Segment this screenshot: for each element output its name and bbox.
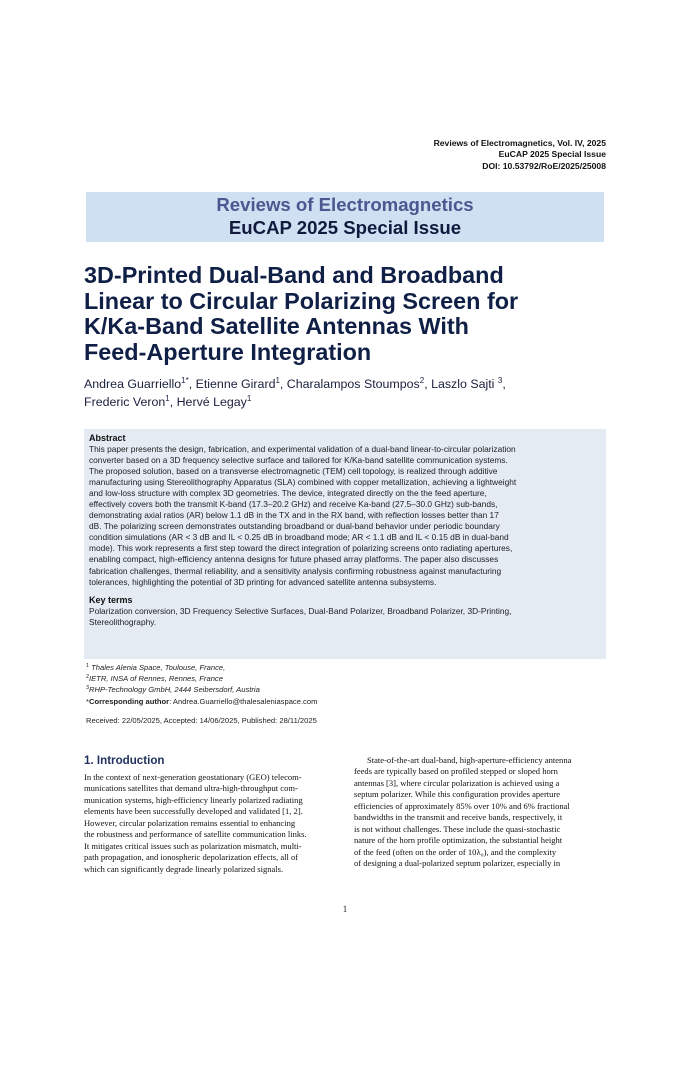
abstract-line: enabling compact, high-efficiency antenna designs for future phased array platforms. The paper also discusses	[89, 554, 499, 565]
affiliation-mark: 2	[86, 674, 89, 681]
key-terms-line: Polarization conversion, 3D Frequency Selective Surfaces, Dual-Band Polarizer, Broadband Polarizer, 3D-Printing,	[89, 605, 512, 616]
abstract-box	[84, 429, 606, 659]
body-line: antennas [3], where circular polarization is achieved using a	[354, 777, 560, 788]
abstract-line: mode). This work represents a first step toward the direct integration of polarizing screens onto radiating apertures,	[89, 543, 513, 554]
journal-volume-line: Reviews of Electromagnetics, Vol. IV, 2025	[433, 138, 606, 148]
banner-issue-name: EuCAP 2025 Special Issue	[228, 217, 462, 238]
body-line: efficiencies of approximately 85% over 10% and 6% fractional	[354, 800, 570, 811]
author-affiliation-mark: 2	[419, 376, 425, 385]
special-issue-line: EuCAP 2025 Special Issue	[498, 149, 606, 160]
title-line: K/Ka-Band Satellite Antennas With	[84, 313, 469, 340]
body-line: In the context of next-generation geostationary (GEO) telecom-	[84, 772, 302, 782]
abstract-line: and low-loss structure with complex 3D geometries. The device, integrated directly on the the feed aperture,	[89, 488, 487, 499]
author-line-2	[84, 394, 624, 412]
banner-journal-name: Reviews of Electromagnetics	[216, 194, 474, 215]
abstract-text	[89, 444, 601, 588]
affiliation-1	[86, 662, 317, 673]
affiliation-text: IETR, INSA of Rennes, Rennes, France	[89, 674, 223, 684]
corresponding-author: *Corresponding author: Andrea.Guarriello@thalesaleniaspace.com	[86, 696, 318, 706]
body-line: nature of the horn profile optimization, the substantial height	[354, 835, 563, 846]
author-line-1	[84, 376, 624, 394]
body-line: elements have been successfully developed and validated [1, 2].	[84, 806, 303, 817]
author-name: , Hervé Legay	[169, 394, 247, 409]
body-line: of the feed (often on the order of 10λ₀), and the complexity	[354, 846, 557, 857]
journal-banner	[86, 192, 604, 242]
paper-title	[84, 263, 614, 365]
affiliation-2	[86, 673, 317, 684]
affiliation-mark: 1	[86, 663, 89, 669]
abstract-line: effectively covers both the transmit K-band (17.3–20.2 GHz) and receive Ka-band (27.5–30.0 GHz) sub-bands,	[89, 499, 498, 510]
abstract-line: tolerances, highlighting the potential of 3D printing for advanced satellite antenna subsystems.	[89, 576, 437, 587]
body-line: is not without challenges. These include the quasi-stochastic	[354, 823, 561, 834]
body-line: feeds are typically based on profiled stepped or sloped horn	[354, 766, 558, 777]
author-name: Frederic Veron	[84, 394, 166, 409]
affiliations	[86, 662, 317, 707]
page-number: 1	[342, 904, 348, 914]
author-list	[84, 376, 624, 411]
affiliation-mark: 3	[86, 685, 89, 692]
title-line: Linear to Circular Polarizing Screen for	[84, 287, 519, 314]
abstract-line: demonstrating axial ratios (AR) below 1.1 dB in the TX and in the RX band, with reflection losses better than 17	[89, 510, 499, 521]
abstract-line: converter based on a 3D frequency selective surface and tailored for K/Ka-band satellite communication systems.	[89, 455, 508, 466]
body-line: State-of-the-art dual-band, high-aperture-efficiency antenna	[367, 755, 572, 765]
author-separator: ,	[502, 377, 506, 391]
body-line: the robustness and performance of satellite communication links.	[84, 829, 307, 840]
author-affiliation-mark: 1	[246, 393, 252, 403]
author-affiliation-mark: 1	[275, 376, 280, 385]
author-name: Andrea Guarriello	[84, 377, 182, 391]
publication-dates: Received: 22/05/2025, Accepted: 14/06/2025, Published: 28/11/2025	[86, 716, 317, 725]
author-name: , Charalampos Stoumpos	[279, 377, 420, 391]
author-affiliation-mark: 3	[497, 376, 503, 385]
author-name: , Etienne Girard	[188, 377, 276, 391]
key-terms-heading: Key terms	[89, 594, 133, 605]
introduction-heading: 1. Introduction	[84, 754, 165, 767]
intro-right-column	[354, 755, 610, 870]
affiliation-3	[86, 684, 317, 695]
abstract-heading: Abstract	[89, 433, 126, 443]
body-line: However, circular polarization remains essential to enhancing	[84, 817, 296, 828]
abstract-line: dB. The polarizing screen demonstrates outstanding broadband or dual-band behavior under periodic boundary	[89, 521, 500, 532]
title-line: Feed-Aperture Integration	[84, 338, 372, 365]
author-affiliation-mark: 1*	[181, 376, 189, 385]
key-terms-line: Stereolithography.	[89, 616, 157, 627]
body-line: munications satellites that demand ultra-high-throughput com-	[84, 783, 298, 794]
doi-line: DOI: 10.53792/RoE/2025/25008	[482, 160, 606, 171]
body-line: which can significantly degrade linearly polarized signals.	[84, 863, 284, 874]
author-affiliation-mark: 1	[165, 393, 170, 403]
abstract-line: This paper presents the design, fabrication, and experimental validation of a dual-band linear-to-circular polarization	[89, 444, 516, 454]
intro-left-column	[84, 772, 344, 875]
affiliation-text: Thales Alenia Space, Toulouse, France,	[91, 663, 226, 672]
corresponding-author-email[interactable]: : Andrea.Guarriello@thalesaleniaspace.com	[169, 696, 318, 706]
body-line: It mitigates critical issues such as polarization mismatch, multi-	[84, 840, 302, 851]
body-line: munication systems, high-efficiency linearly polarized radiating	[84, 794, 303, 805]
abstract-line: fabrication challenges, thermal reliability, and a sensitivity analysis confirming robustness against manufacturing	[89, 565, 502, 576]
header-meta	[434, 138, 606, 172]
body-line: bandwidths in the transmit and receive bands, respectively, it	[354, 812, 563, 823]
author-name: , Laszlo Sajti	[424, 377, 498, 391]
body-line: septum polarizer. While this configuration provides aperture	[354, 789, 561, 800]
corresponding-author-label: Corresponding author	[88, 696, 170, 706]
abstract-line: The proposed solution, based on a transverse electromagnetic (TEM) cell topology, is realized through additive	[89, 466, 498, 477]
title-line: 3D-Printed Dual-Band and Broadband	[84, 262, 504, 288]
abstract-line: condition simulations (AR < 3 dB and IL < 0.25 dB in broadband mode; AR < 1.1 dB and IL < 0.15 dB in dual-band	[89, 532, 509, 543]
affiliation-text: RHP-Technology GmbH, 2444 Seibersdorf, Austria	[89, 685, 260, 695]
abstract-line: manufacturing using Stereolithography Apparatus (SLA) combined with copper metallization, achieving a lightweight	[89, 477, 517, 488]
body-line: path propagation, and ionospheric depolarization effects, all of	[84, 852, 299, 863]
key-terms-text	[89, 606, 601, 628]
body-line: of designing a dual-polarized septum polarizer, especially in	[354, 858, 561, 869]
